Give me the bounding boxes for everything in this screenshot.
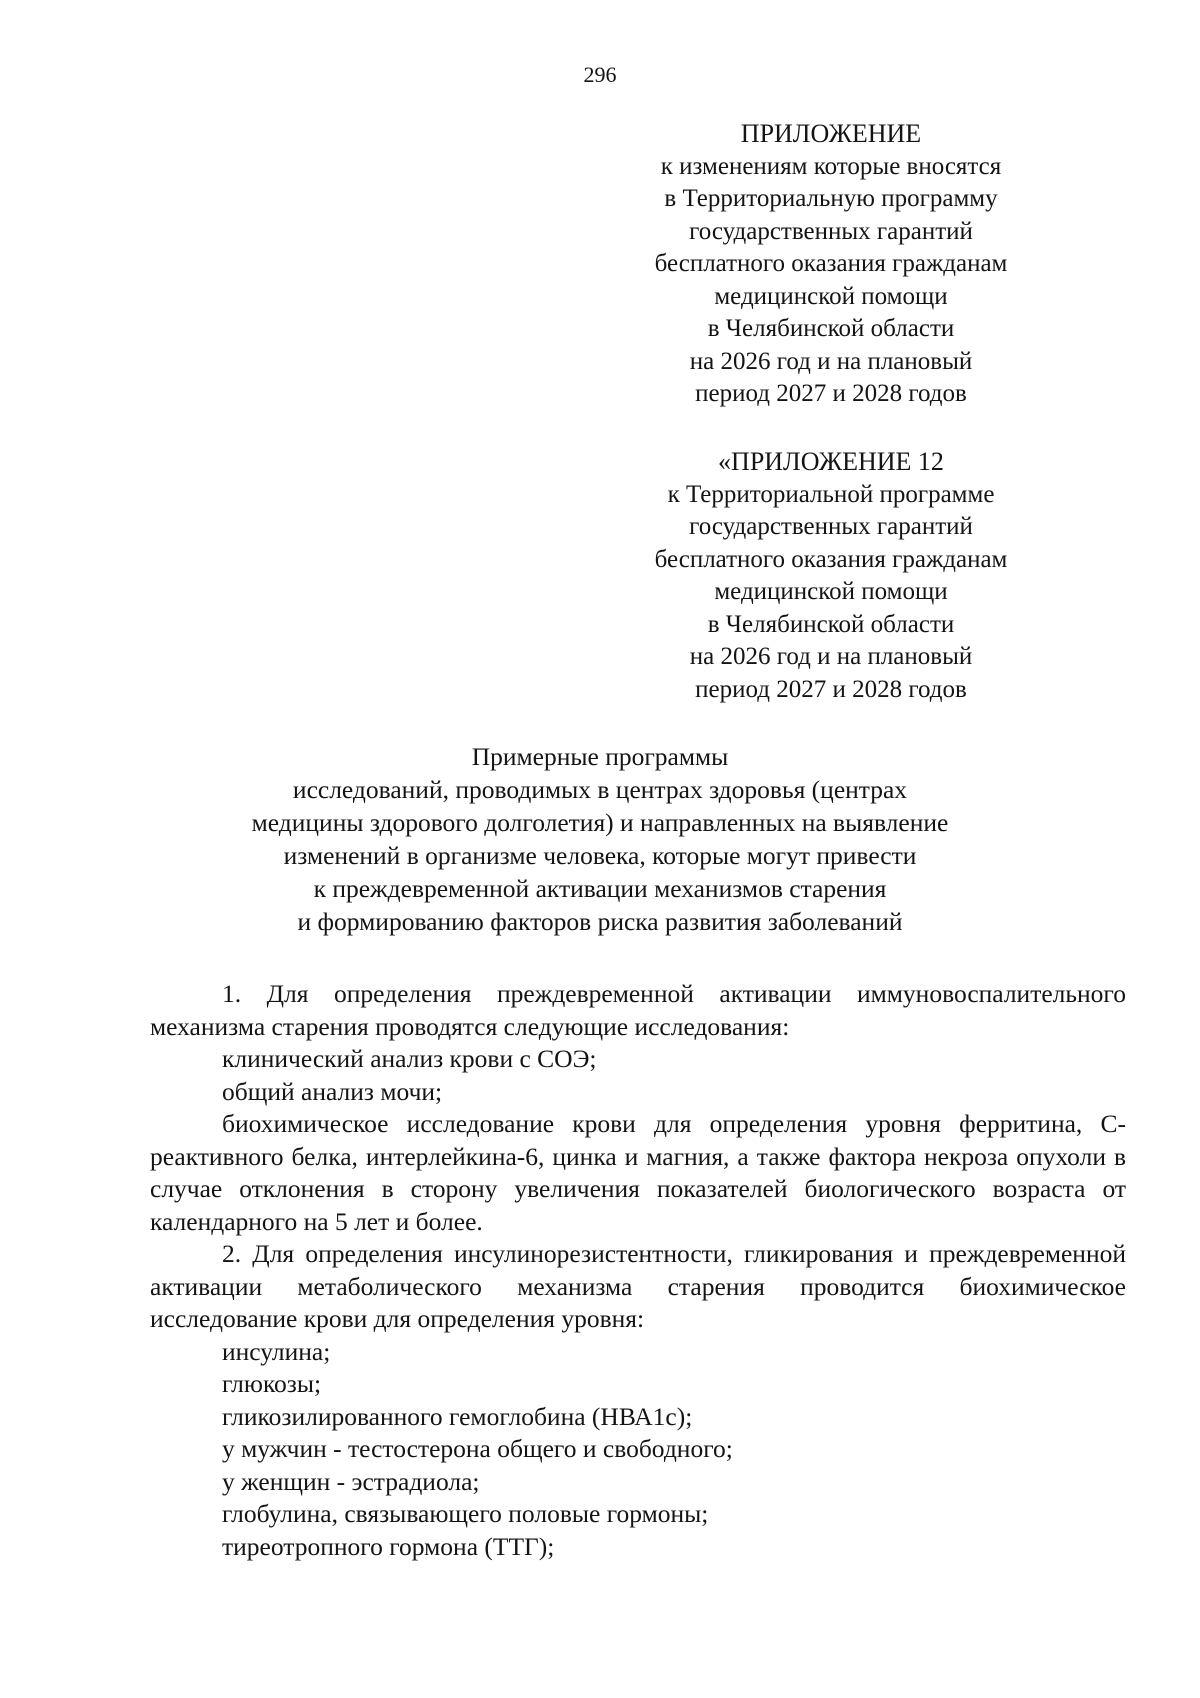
list-item: клинический анализ крови с СОЭ; (222, 1044, 597, 1073)
appendix-line: на 2026 год и на плановый (689, 643, 973, 670)
list-item: глобулина, связывающего половые гормоны; (222, 1499, 709, 1528)
appendix-line: государственных гарантий (689, 217, 973, 245)
list-item: у мужчин - тестостерона общего и свободного; (222, 1434, 733, 1463)
document-title (150, 740, 1050, 938)
appendix-line: период 2027 и 2028 годов (695, 675, 967, 703)
appendix-line: бесплатного оказания гражданам (654, 545, 1008, 573)
appendix-line: к изменениям которые вносятся (660, 152, 1002, 180)
list-item: инсулина; (222, 1336, 331, 1366)
title-line: и формированию факторов риска развития заболеваний (297, 907, 903, 936)
appendix-line: на 2026 год и на плановый (689, 347, 973, 375)
section-1-biochem: биохимическое исследование крови для определения уровня ферритина, С-реактивного белка, интерлейкина-6, цинка и магния, а также фактора некроза опухоли в случае отклонения в сторону увеличения показателей биологического возраста от календарного на 5 лет и более. (150, 1109, 1126, 1236)
appendix-header-12 (596, 446, 1066, 706)
title-line: Примерные программы (471, 742, 729, 771)
appendix-heading: «ПРИЛОЖЕНИЕ 12 (718, 447, 944, 476)
list-item: тиреотропного гормона (ТТГ); (222, 1531, 555, 1561)
list-item: гликозилированного гемоглобина (НВА1с); (222, 1401, 693, 1431)
list-item: у женщин - эстрадиола; (222, 1466, 480, 1496)
list-item: глюкозы; (222, 1369, 322, 1398)
appendix-line: медицинской помощи (714, 578, 948, 605)
appendix-line: государственных гарантий (689, 513, 973, 540)
title-line: к преждевременной активации механизмов старения (313, 874, 887, 903)
document-body (150, 978, 1126, 1563)
appendix-line: период 2027 и 2028 годов (695, 380, 967, 407)
appendix-line: к Территориальной программе (667, 480, 995, 508)
title-line: медицины здорового долголетия) и направленных на выявление (251, 808, 949, 837)
section-1-intro: 1. Для определения преждевременной активации иммуновоспалительного механизма старения проводятся следующие исследования: (150, 979, 1126, 1041)
page-number: 296 (583, 62, 617, 87)
title-line: исследований, проводимых в центрах здоровья (центрах (292, 775, 908, 804)
appendix-line: бесплатного оказания гражданам (654, 250, 1008, 277)
appendix-heading: ПРИЛОЖЕНИЕ (740, 119, 922, 148)
appendix-header-amendments (596, 118, 1066, 411)
appendix-line: в Территориальную программу (664, 185, 998, 212)
appendix-line: в Челябинской области (707, 610, 955, 638)
title-line: изменений в организме человека, которые могут привести (283, 841, 917, 870)
list-item: общий анализ мочи; (222, 1076, 443, 1106)
appendix-line: медицинской помощи (714, 282, 948, 310)
section-2-intro: 2. Для определения инсулинорезистентности, гликирования и преждевременной активации метаболического механизма старения проводится биохимическое исследование крови для определения уровня: (150, 1239, 1126, 1333)
appendix-line: в Челябинской области (707, 315, 955, 342)
